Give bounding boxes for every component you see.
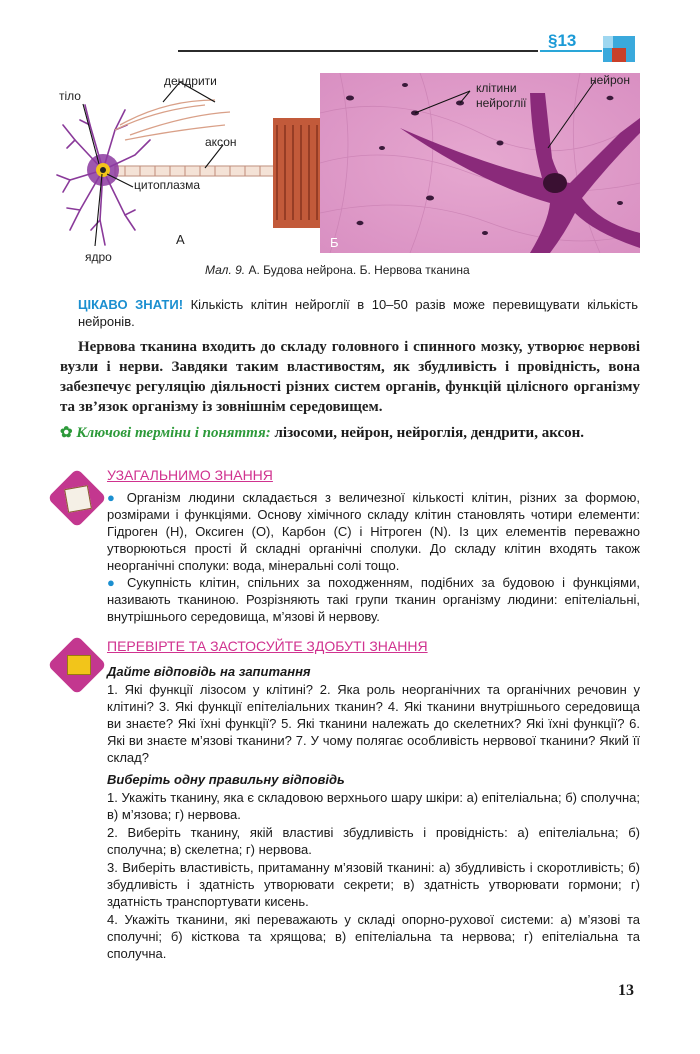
key-terms-list: лізосоми, нейрон, нейроглія, дендрити, аксон. [270,425,585,441]
main-paragraph: Нервова тканина входить до складу головного і спинного мозку, утворює нервові вузли і нерви. Завдяки таким властивостям, як збудливість і провідність, вона забезпечує регуляцію діяльності різних систем органів, функцій цілісного організму та зв’язок організму із зовнішнім середовищем. [60,339,640,415]
books-icon [67,655,91,675]
interesting-text: Кількість клітин нейроглії в 10–50 разів може перевищувати кількість нейронів. [78,297,638,329]
label-body: тіло [59,89,81,103]
key-terms [60,423,640,443]
key-terms-lead: Ключові терміни і поняття: [76,425,271,441]
label-glia: клітини [476,81,517,95]
label-axon: аксон [205,135,237,149]
page-number: 13 [618,982,634,999]
header-square-accent [612,48,626,62]
interesting-fact [78,296,638,330]
test-item-2: 2. Виберіть тканину, якій властиві збудливість і провідність: а) епітеліальна; б) сполучна; в) скелетна; г) нервова. [107,825,640,857]
check-title: ПЕРЕВІРТЕ ТА ЗАСТОСУЙТЕ ЗДОБУТІ ЗНАННЯ [107,638,428,654]
label-dendrites: дендрити [164,74,217,88]
summary-title: УЗАГАЛЬНИМО ЗНАННЯ [107,467,273,483]
label-neuron: нейрон [590,73,630,87]
label-nucleus: ядро [85,250,112,264]
section-number: §13 [548,31,577,50]
neuron-structure-illustration [55,70,320,265]
label-a: А [176,232,185,247]
test-item-4: 4. Укажіть тканини, які переважають у складі опорно-рухової системи: а) м’язові та сполучні; б) кісткова та хрящова; в) епітеліальна та нервова; г) епітеліальна та сполучна. [107,912,640,961]
label-cytoplasm: цитоплазма [134,178,201,192]
summary-p2-text: Сукупність клітин, спільних за походженням, подібних за будовою і функціями, називають тканиною. Розрізняють такі групи тканин організму людини: епітеліальні, внутрішнього середовища, м’язові й нервову. [107,575,640,624]
bullet-icon: ● [107,490,119,505]
label-glia-2: нейроглії [476,96,527,110]
test-item-1: 1. Укажіть тканину, яка є складовою верхнього шару шкіри: а) епітеліальна; б) сполучна; в) м’язова; г) нервова. [107,790,640,822]
caption-text: А. Будова нейрона. Б. Нервова тканина [245,263,470,277]
interesting-lead: ЦІКАВО ЗНАТИ! [78,297,184,312]
questions-text: 1. Які функції лізосом у клітині? 2. Яка роль неорганічних та органічних речовин у клітині? 3. Які функції епітеліальних тканин? 4. Які тканини внутрішнього середовища ви знаєте? Які їхні функції? 5. Які тканини належать до скелетних? Які їхні функції? 6. Які ви знаєте м’язові тканини? 7. У чому полягає особливість нервової тканини? Який її склад? [107,682,640,765]
summary-p2 [107,574,640,625]
flower-icon: ✿ [60,425,73,441]
summary-p1-text: Організм людини складається з величезної кількості клітин, різних за формою, розмірами і функціями. Основу хімічного складу клітин становлять чотири елементи: Гідроген (Н), Оксиген (О), Карбон (С) і Нітроген (N). Із цих елементів переважно утворюються прості й складні органічні сполуки. До складу клітин входять також неорганічні сполуки: вода, мінеральні солі тощо. [107,490,640,573]
bullet-icon: ● [107,575,120,590]
header-square-highlight [603,36,613,48]
figure-caption [205,263,470,277]
questions-heading: Дайте відповідь на запитання [107,664,311,679]
caption-prefix: Мал. 9. [205,263,246,277]
header-rule [178,50,538,52]
notebook-icon [64,485,92,513]
test-item-3: 3. Виберіть властивість, притаманну м’язовій тканині: а) збудливість і скоротливість; б) збудливість і здатність утворювати секрети; в) здатність утворювати гормони; г) здатність транспортувати кисень. [107,860,640,909]
summary-p1 [107,489,640,574]
label-b: Б [330,235,339,250]
test-heading: Виберіть одну правильну відповідь [107,772,345,787]
